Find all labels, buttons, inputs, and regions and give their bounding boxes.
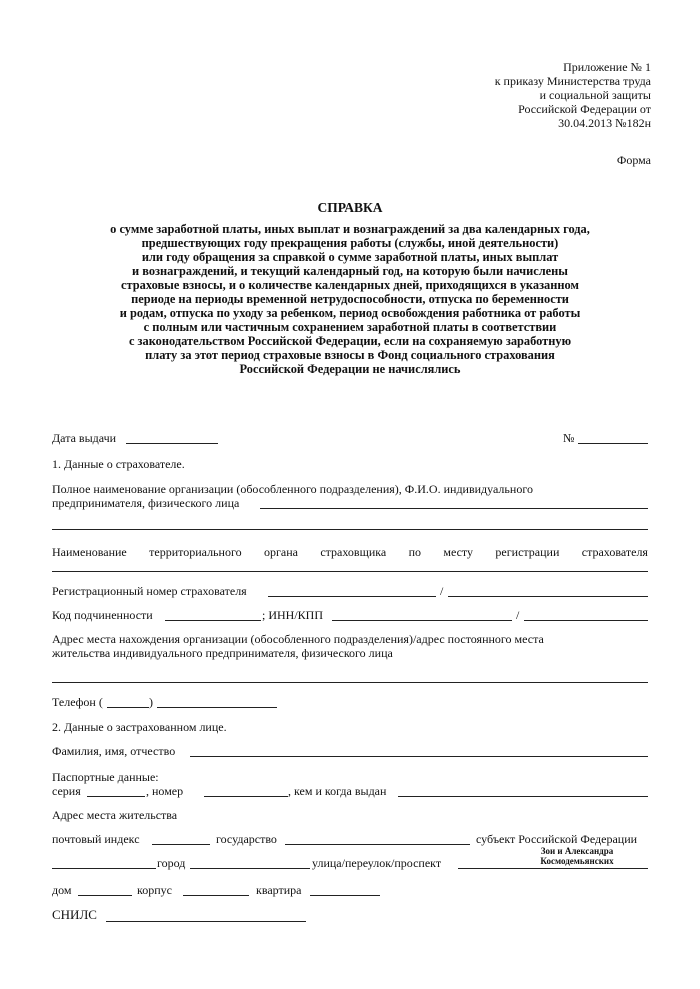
appendix-line: Приложение № 1 [563,60,651,74]
city-field[interactable] [190,868,310,869]
org-name-field[interactable] [260,508,648,509]
full-name-label: Фамилия, имя, отчество [52,744,176,758]
word: Наименование [52,545,127,559]
inn-kpp-label: ; ИНН/КПП [262,608,324,622]
territorial-body-field[interactable] [52,571,648,572]
phone-field[interactable] [157,707,277,708]
word: месту [443,545,474,559]
issued-by-label: , кем и когда выдан [288,784,387,798]
postal-code-field[interactable] [152,844,210,845]
street-label: улица/переулок/проспект [312,856,442,870]
number-field[interactable] [578,443,648,444]
address-field[interactable] [52,682,648,683]
slash: / [440,584,444,598]
word: по [408,545,422,559]
document-subtitle [40,222,660,376]
word: страховщика [320,545,387,559]
subtitle-line: о сумме заработной платы, иных выплат и вознаграждений за два календарных года, [110,222,590,236]
city-label: город [157,856,186,870]
snils-field[interactable] [106,921,306,922]
series-label: серия [52,784,81,798]
house-label: дом [52,883,72,897]
address-label-cont: жительства индивидуального предпринимателя, физического лица [52,646,393,660]
phone-paren: ) [149,695,153,709]
subtitle-line: и родам, отпуска по уходу за ребенком, период освобождения работника от работы [119,306,581,320]
address-label: Адрес места нахождения организации (обособленного подразделения)/адрес постоянного места [52,632,544,646]
country-field[interactable] [285,844,470,845]
subtitle-line: страховые взносы, и о количестве календарных дней, приходящихся в указанном [121,278,579,292]
passport-number-label: , номер [146,784,184,798]
reg-number-field-1[interactable] [268,596,436,597]
building-label: корпус [137,883,172,897]
building-field[interactable] [183,895,249,896]
subtitle-line: с законодательством Российской Федерации, если на сохраняемую заработную [128,334,572,348]
territorial-body-label [52,545,648,560]
reg-number-label: Регистрационный номер страхователя [52,584,247,598]
org-name-label-cont: предпринимателя, физического лица [52,496,240,510]
subtitle-line: периоде на периоды временной нетрудоспособности, отпуска по беременности [131,292,569,306]
apartment-field[interactable] [310,895,380,896]
street-value [507,846,647,866]
inn-field[interactable] [332,620,512,621]
issue-date-field[interactable] [126,443,218,444]
passport-number-field[interactable] [204,796,288,797]
number-label: № [563,431,575,445]
subtitle-line: и вознаграждений, и текущий календарный год, на которую были начислены [132,264,568,278]
subject-label: субъект Российской Федерации [476,832,638,846]
full-name-field[interactable] [190,756,648,757]
section-1-heading: 1. Данные о страхователе. [52,457,185,471]
phone-code-field[interactable] [107,707,149,708]
subtitle-line: предшествующих году прекращения работы (службы, иной деятельности) [141,236,559,250]
subtitle-line: или году обращения за справкой о сумме заработной платы, иных выплат [141,250,559,264]
subtitle-line: Российской Федерации не начислялись [239,362,461,376]
form-label: Форма [616,153,651,167]
house-field[interactable] [78,895,132,896]
section-2-heading: 2. Данные о застрахованном лице. [52,720,227,734]
kpp-field[interactable] [524,620,648,621]
subordination-code-field[interactable] [165,620,261,621]
series-field[interactable] [87,796,145,797]
appendix-line: Российской Федерации от [518,102,651,116]
subtitle-line: с полным или частичным сохранением заработной платы в соответствии [143,320,557,334]
issue-date-label: Дата выдачи [52,431,117,445]
street-value-line: Зои и Александра [540,846,614,856]
phone-label: Телефон ( [52,695,103,709]
word: страхователя [581,545,648,559]
passport-label: Паспортные данные: [52,770,159,784]
street-value-line: Космодемьянских [540,856,614,866]
residence-label: Адрес места жительства [52,808,178,822]
street-field[interactable] [458,868,648,869]
reg-number-field-2[interactable] [448,596,648,597]
subject-field[interactable] [52,868,156,869]
appendix-block [495,60,651,130]
appendix-line: 30.04.2013 №182н [558,116,651,130]
org-name-field-extra[interactable] [52,529,648,530]
org-name-label: Полное наименование организации (обособленного подразделения), Ф.И.О. индивидуального [52,482,533,496]
subtitle-line: плату за этот период страховые взносы в Фонд социального страхования [145,348,555,362]
word: органа [263,545,298,559]
country-label: государство [216,832,277,846]
document-title: СПРАВКА [317,200,383,215]
postal-code-label: почтовый индекс [52,832,140,846]
word: территориального [149,545,242,559]
apartment-label: квартира [256,883,302,897]
appendix-line: к приказу Министерства труда [494,74,651,88]
word: регистрации [495,545,560,559]
slash: / [516,608,520,622]
appendix-line: и социальной защиты [539,88,651,102]
snils-label: СНИЛС [52,907,97,922]
issued-by-field[interactable] [398,796,648,797]
subordination-code-label: Код подчиненности [52,608,153,622]
